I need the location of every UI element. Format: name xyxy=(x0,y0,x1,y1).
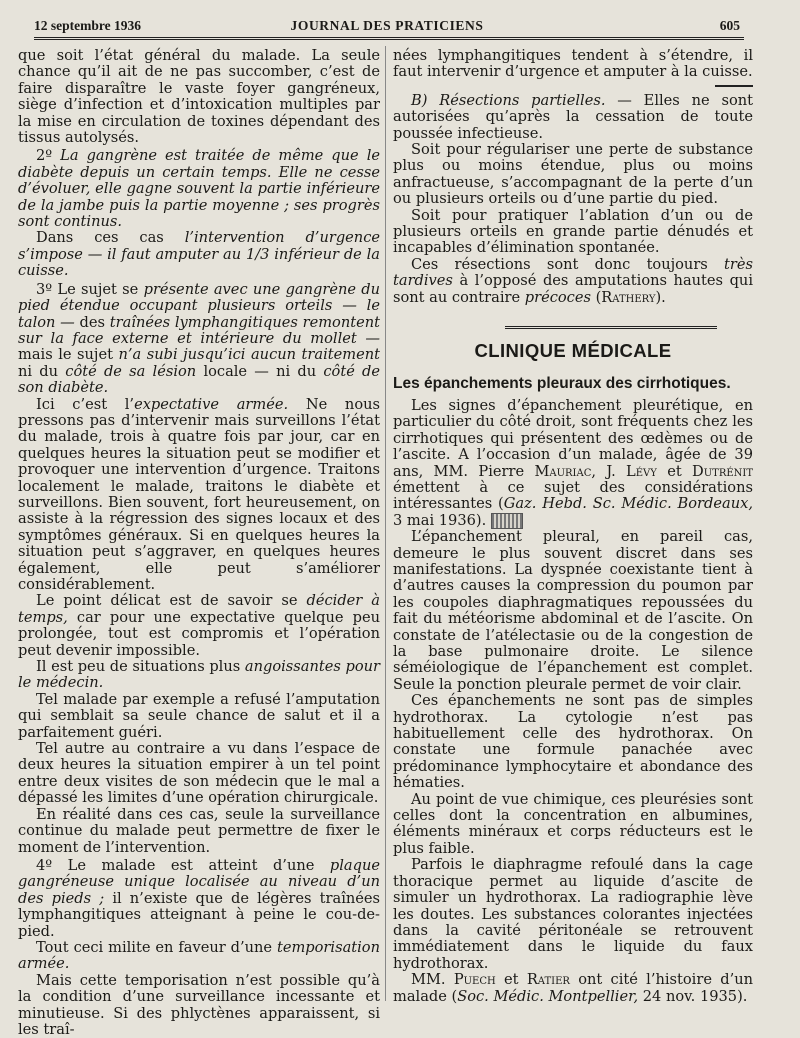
paragraph: Le point délicat est de savoir se décider à temps, car pour une expectative quelque peu prolongée, tout est compromis et l’opération peut devenir impossible. xyxy=(18,592,381,659)
paragraph: que soit l’état général du malade. La seule chance qu’il ait de ne pas succomber, c’est de faire disparaître le vaste foyer gangréneux, siège d’infection et d’intoxication multiples par la mise en circulation de toxines dépendant des tissus autolysés. xyxy=(18,47,380,147)
paragraph: 3º Le sujet se présente avec une gangrène du pied étendue occupant plusieurs orteils — le talon — des traînées lymphangitiques remontent sur la face externe et intérieure du mollet — mais le sujet n’a subi jusqu’ici aucun traitement ni du côté de sa lésion locale — ni du côté de son diabète. xyxy=(18,280,381,397)
paragraph: Tel malade par exemple a refusé l’amputation qui semblait sa seule chance de salut et il a parfaitement guéri. xyxy=(18,690,380,741)
short-rule xyxy=(715,85,753,87)
paragraph: Parfois le diaphragme refoulé dans la cage thoracique permet au liquide d’ascite de simuler un hydrothorax. La radiographie lève les doutes. Les substances colorantes injectées dans la cavité péritonéale se retrouvent immédiatement dans le liquide du faux hydrothorax. xyxy=(393,856,753,972)
header-date: 12 septembre 1936 xyxy=(34,18,141,33)
paragraph: Tel autre au contraire a vu dans l’espace de deux heures la situation empirer à un tel point entre deux visites de son médecin que le mal a dépassé les limites d’une opération chirurgicale. xyxy=(18,740,380,807)
paragraph: Ici c’est l’expectative armée. Ne nous pressons pas d’intervenir mais surveillons l’état du malade, trois à quatre fois par jour, car en quelques heures la situation peut se modifier et provoquer une intervention d’urgence. Traitons localement le malade, traitons le diabète et surveillons. Bien souvent, fort heureusement, on assiste à la régression des signes locaux et des symptômes généraux. Si en quelques heures la situation peut s’aggraver, en quelques heures également, elle peut s’améliorer considérablement. xyxy=(18,395,380,593)
paragraph: Ces épanchements ne sont pas de simples hydrothorax. La cytologie n’est pas habituellement celle des hydrothorax. On constate une formule panachée avec prédominance lymphocytaire et abondance des hématies. xyxy=(393,692,753,792)
paragraph: En réalité dans ces cas, seule la surveillance continue du malade peut permettre de fixer le moment de l’intervention. xyxy=(18,805,380,856)
paragraph: Il est peu de situations plus angoissantes pour le médecin. xyxy=(18,658,381,692)
page-header xyxy=(34,14,740,36)
paragraph: L’épanchement pleural, en pareil cas, demeure le plus souvent discret dans ses manifestations. La dyspnée coexistante tient à d’autres causes la compression du poumon par les coupoles diaphragmatiques repoussées du fait du météorisme abdominal et de l’ascite. On constate de l’atélectasie ou de la congestion de la base pulmonaire droite. Le silence séméiologique de l’épanchement est complet. Seule la ponction pleurale permet de voir clair. xyxy=(393,528,753,693)
paragraph: nées lymphangitiques tendent à s’étendre, il faut intervenir d’urgence et amputer à la cuisse. xyxy=(393,47,753,81)
page-number: 605 xyxy=(719,18,740,33)
header-rule xyxy=(34,37,744,40)
paragraph: 4º Le malade est atteint d’une plaque gangréneuse unique localisée au niveau d’un des pieds ; il n’existe que de légères traînées lymphangitiques atteignant à peine le cou-de-pied. xyxy=(18,856,381,940)
section-title: CLINIQUE MÉDICALE xyxy=(474,340,672,362)
left-column xyxy=(18,48,380,1038)
paragraph: 2º La gangrène est traitée de même que le diabète depuis un certain temps. Elle ne cesse d’évoluer, elle gagne souvent la partie inférieure de la jambe puis la partie moyenne ; ses progrès sont continus. xyxy=(18,147,380,231)
column-divider xyxy=(385,46,386,1001)
paragraph: Soit pour pratiquer l’ablation d’un ou de plusieurs orteils en grande partie dénudés et incapables d’élimination spontanée. xyxy=(393,206,753,257)
article-title: Les épanchements pleuraux des cirrhotiques. xyxy=(393,374,731,392)
section-rule xyxy=(505,326,717,329)
paragraph: Mais cette temporisation n’est possible qu’à la condition d’une surveillance incessante et minutieuse. Si des phlyctènes apparaissent, si les traî- xyxy=(18,971,380,1038)
paragraph: Soit pour régulariser une perte de substance plus ou moins étendue, plus ou moins anfractueuse, s’accompagnant de la perte d’un ou plusieurs orteils ou d’une partie du pied. xyxy=(393,141,753,208)
journal-title: JOURNAL DES PRATICIENS xyxy=(290,18,484,33)
paragraph: Ces résections sont donc toujours très tardives à l’opposé des amputations hautes qui sont au contraire précoces (Rathery). xyxy=(393,255,753,306)
paragraph: MM. Puech et Ratier ont cité l’histoire d’un malade (Soc. Médic. Montpellier, 24 nov. 1935). xyxy=(393,971,754,1005)
ink-stamp-icon xyxy=(491,513,523,529)
paragraph: B) Résections partielles. — Elles ne sont autorisées qu’après la cessation de toute poussée infectieuse. xyxy=(393,91,753,142)
paragraph: Tout ceci milite en faveur d’une temporisation armée. xyxy=(18,938,380,973)
paragraph: Au point de vue chimique, ces pleurésies sont celles dont la concentration en albumines, éléments minéraux et corps réducteurs est le plus faible. xyxy=(393,790,753,857)
right-column xyxy=(393,48,753,1005)
paragraph: Dans ces cas l’intervention d’urgence s’impose — il faut amputer au 1/3 inférieur de la cuisse. xyxy=(18,229,381,280)
paragraph: Les signes d’épanchement pleurétique, en particulier du côté droit, sont fréquents chez les cirrhotiques qui présentent des œdèmes ou de l’ascite. A l’occasion d’un malade, âgée de 39 ans, MM. Pierre Mauriac, J. Lévy et Dutrénit émettent à ce sujet des considérations intéressantes (Gaz. Hebd. Sc. Médic. Bordeaux, 3 mai 1936). xyxy=(393,396,754,529)
